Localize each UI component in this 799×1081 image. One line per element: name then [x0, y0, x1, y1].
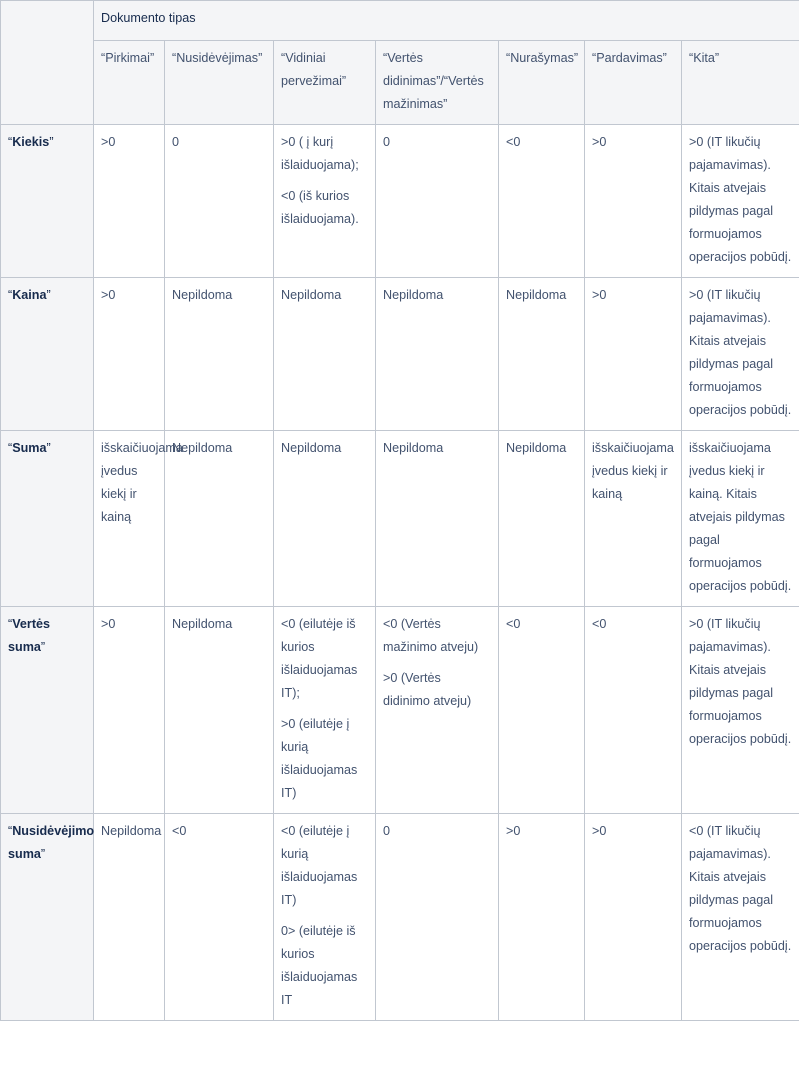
cell-text: <0 (eilutėje iš kurios išlaiduojamas IT);: [281, 617, 358, 700]
table-cell: [165, 607, 274, 814]
table-cell: [499, 125, 585, 278]
corner-cell: [1, 1, 94, 125]
cell-text: >0: [592, 824, 607, 838]
row-header: [1, 814, 94, 1021]
table-cell: [376, 431, 499, 607]
cell-text: Nepildoma: [281, 288, 342, 302]
table-cell: [585, 125, 682, 278]
row-header-quote-close: ”: [40, 640, 46, 654]
cell-text: išskaičiuojama įvedus kiekį ir kainą: [101, 441, 183, 524]
row-header: [1, 125, 94, 278]
cell-text: Nepildoma: [172, 617, 233, 631]
row-header-quote-open: “: [8, 441, 13, 455]
cell-text: 0: [383, 135, 391, 149]
row-header-label: Suma: [12, 441, 47, 455]
row-header-quote-close: ”: [46, 288, 51, 302]
cell-text: >0: [506, 824, 521, 838]
table-cell: [376, 125, 499, 278]
cell-text: <0 (IT likučių pajamavimas). Kitais atvejais pildymas pagal formuojamos operacijos pobūdį.: [689, 824, 792, 953]
cell-text: >0: [592, 135, 607, 149]
row-header-quote-open: “: [8, 135, 13, 149]
table-cell: [274, 607, 376, 814]
cell-text: <0 (eilutėje į kurią išlaiduojamas IT): [281, 824, 358, 907]
cell-text: >0 (IT likučių pajamavimas). Kitais atvejais pildymas pagal formuojamos operacijos pobūdį.: [689, 288, 792, 417]
table-cell: [499, 607, 585, 814]
row-header-quote-close: ”: [49, 135, 54, 149]
row-header-quote-open: “: [8, 617, 13, 631]
cell-text: <0 (Vertės mažinimo atveju): [383, 617, 479, 654]
table-cell: [585, 814, 682, 1021]
table-cell: [94, 125, 165, 278]
table-cell: [499, 814, 585, 1021]
cell-text: Nepildoma: [383, 288, 444, 302]
table-cell: [376, 814, 499, 1021]
table-cell: [682, 278, 799, 431]
table-cell: [585, 431, 682, 607]
table-cell: [682, 431, 799, 607]
table-row: [1, 431, 799, 607]
table-cell: [165, 431, 274, 607]
cell-text: <0: [592, 617, 607, 631]
cell-text: >0 ( į kurį išlaiduojama);: [281, 135, 359, 172]
cell-text: Nepildoma: [383, 441, 444, 455]
group-header: Dokumento tipas: [94, 1, 799, 41]
row-header-quote-close: ”: [46, 441, 51, 455]
cell-text: >0 (Vertės didinimo atveju): [383, 671, 472, 708]
table-cell: [165, 125, 274, 278]
table-cell: [585, 607, 682, 814]
column-header: “Nurašymas”: [499, 41, 585, 125]
column-header-row: [1, 41, 799, 125]
table-cell: [165, 814, 274, 1021]
cell-text: Nepildoma: [281, 441, 342, 455]
cell-text: >0: [101, 617, 116, 631]
cell-text: išskaičiuojama įvedus kiekį ir kainą. Kitais atvejais pildymas pagal formuojamos operacijos pobūdį.: [689, 441, 792, 593]
row-header-label: Nusidėvėjimo suma: [8, 824, 95, 861]
cell-text: >0 (eilutėje į kurią išlaiduojamas IT): [281, 717, 358, 800]
cell-text: Nepildoma: [506, 288, 567, 302]
table-cell: [94, 607, 165, 814]
row-header: [1, 278, 94, 431]
table-row: [1, 814, 799, 1021]
cell-text: >0: [101, 288, 116, 302]
column-header: “Nusidėvėjimas”: [165, 41, 274, 125]
cell-text: >0 (IT likučių pajamavimas). Kitais atvejais pildymas pagal formuojamos operacijos pobūdį.: [689, 135, 792, 264]
table-cell: [274, 431, 376, 607]
row-header-quote-close: ”: [40, 847, 46, 861]
table-cell: [682, 814, 799, 1021]
cell-text: išskaičiuojama įvedus kiekį ir kainą: [592, 441, 674, 501]
cell-text: <0: [506, 135, 521, 149]
column-header: “Vidiniai pervežimai”: [274, 41, 376, 125]
cell-text: >0: [592, 288, 607, 302]
table-cell: [274, 278, 376, 431]
table-body: [1, 125, 799, 1021]
table-cell: [94, 814, 165, 1021]
table-row: [1, 125, 799, 278]
column-header: “Pirkimai”: [94, 41, 165, 125]
table-row: [1, 278, 799, 431]
table-cell: [274, 125, 376, 278]
table-cell: [682, 125, 799, 278]
row-header-quote-open: “: [8, 288, 13, 302]
column-header: “Pardavimas”: [585, 41, 682, 125]
row-header-quote-open: “: [8, 824, 13, 838]
cell-text: <0 (iš kurios išlaiduojama).: [281, 189, 359, 226]
cell-text: 0: [172, 135, 180, 149]
cell-text: Nepildoma: [172, 288, 233, 302]
row-header-label: Kaina: [12, 288, 47, 302]
cell-text: Nepildoma: [506, 441, 567, 455]
table-cell: [376, 278, 499, 431]
cell-text: 0> (eilutėje iš kurios išlaiduojamas IT: [281, 924, 358, 1007]
table-cell: [274, 814, 376, 1021]
table-cell: [499, 431, 585, 607]
row-header-label: Kiekis: [12, 135, 50, 149]
table-cell: [376, 607, 499, 814]
table-row: [1, 607, 799, 814]
cell-text: Nepildoma: [101, 824, 162, 838]
row-header-label: Vertės suma: [8, 617, 51, 654]
table-cell: [94, 431, 183, 607]
column-header: “Vertės didinimas”/“Vertės mažinimas”: [376, 41, 499, 125]
table-cell: [585, 278, 682, 431]
table-cell: [682, 607, 799, 814]
row-header: [1, 607, 94, 814]
cell-text: <0: [172, 824, 187, 838]
cell-text: >0: [101, 135, 116, 149]
table-cell: [499, 278, 585, 431]
row-header: [1, 431, 94, 607]
table-cell: [165, 278, 274, 431]
cell-text: <0: [506, 617, 521, 631]
cell-text: 0: [383, 824, 391, 838]
cell-text: >0 (IT likučių pajamavimas). Kitais atvejais pildymas pagal formuojamos operacijos pobūdį.: [689, 617, 792, 746]
cell-text: Nepildoma: [172, 441, 233, 455]
column-header: “Kita”: [682, 41, 799, 125]
table-cell: [94, 278, 165, 431]
